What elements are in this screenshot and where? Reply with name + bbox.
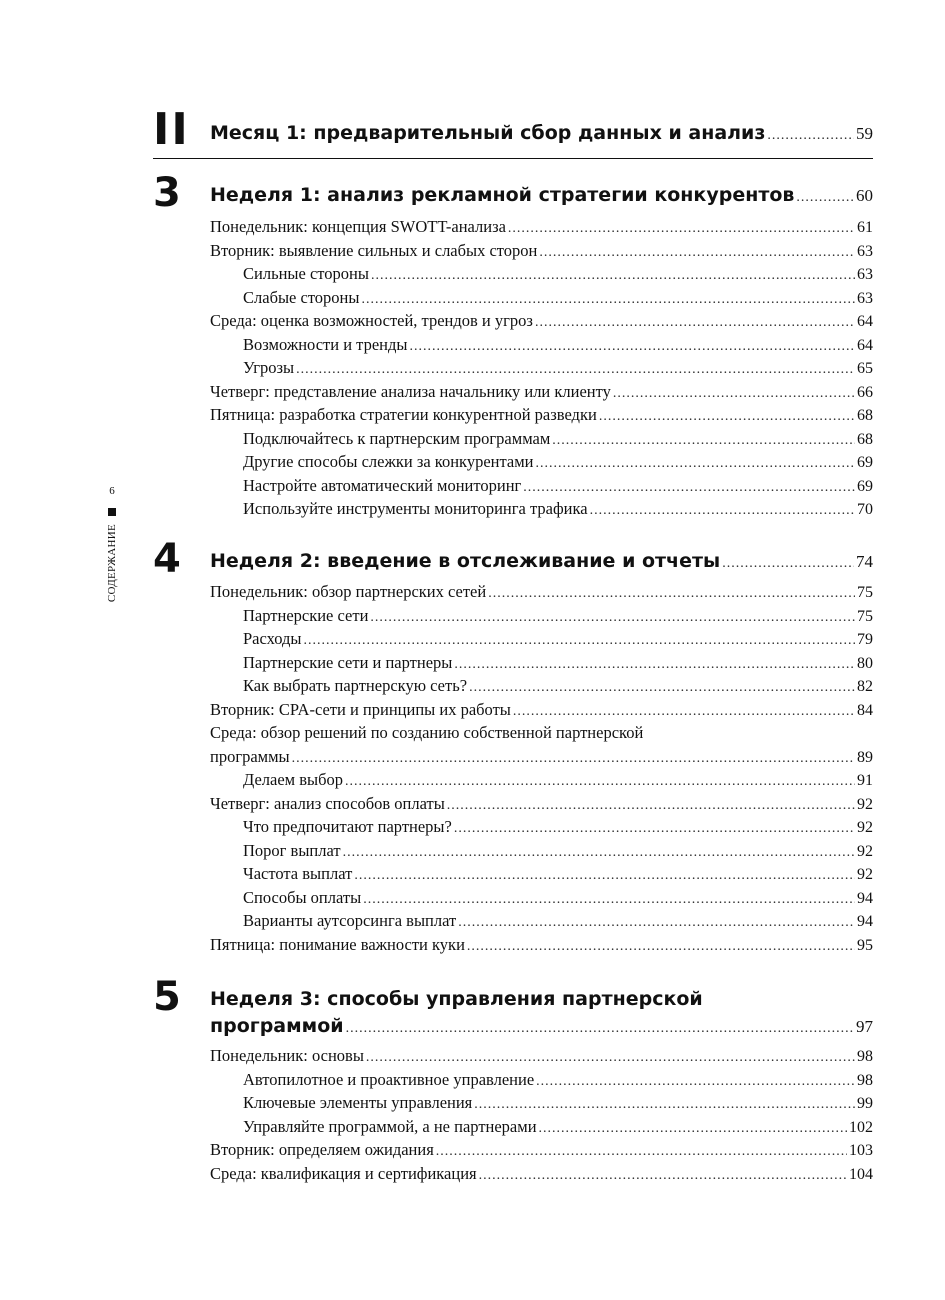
chapter-title-line-2[interactable] (210, 1015, 873, 1043)
toc-entry-continued[interactable] (210, 723, 873, 747)
leader-dots (508, 221, 855, 237)
toc-subentry[interactable] (243, 770, 873, 794)
entry-text: Управляйте программой, а не партнерами (243, 1116, 537, 1136)
square-marker-icon (108, 508, 116, 516)
toc-subentry[interactable] (243, 335, 873, 359)
toc-subentry[interactable] (243, 1070, 873, 1094)
toc-subentry[interactable] (243, 676, 873, 700)
entry-text: Возможности и тренды (243, 334, 408, 354)
entry-page: 82 (857, 678, 873, 695)
toc-subentry[interactable] (243, 911, 873, 935)
leader-dots (536, 1074, 855, 1090)
leader-dots (535, 315, 855, 331)
toc-entry[interactable] (210, 582, 873, 606)
leader-dots (599, 409, 855, 425)
toc-entry[interactable] (210, 217, 873, 241)
entry-page: 68 (857, 407, 873, 424)
entry-text: Автопилотное и проактивное управление (243, 1069, 535, 1089)
leader-dots (513, 704, 855, 720)
entry-page: 92 (857, 842, 873, 860)
leader-dots (346, 1021, 854, 1037)
chapter-page: 97 (856, 1017, 873, 1036)
leader-dots (552, 433, 855, 449)
entry-page: 69 (857, 454, 873, 471)
leader-dots (296, 362, 855, 378)
entry-page: 89 (857, 748, 873, 766)
chapter-number: 3 (153, 170, 181, 216)
leader-dots (458, 915, 855, 931)
entry-text: Угрозы (243, 358, 295, 377)
entry-page: 94 (857, 913, 873, 930)
entry-page: 103 (849, 1142, 873, 1159)
toc-subentry[interactable] (243, 864, 873, 888)
entry-page: 66 (857, 383, 873, 401)
entry-text: Частота выплат (243, 864, 353, 883)
entry-text: Среда: обзор решений по созданию собственной партнерской (210, 723, 644, 742)
leader-dots (292, 751, 855, 767)
leader-dots (366, 1050, 855, 1066)
leader-dots (354, 868, 855, 884)
part-number: II (153, 104, 190, 155)
entry-text: Пятница: разработка стратегии конкурентной разведки (210, 405, 597, 424)
entry-page: 98 (857, 1071, 873, 1089)
entry-page: 92 (857, 819, 873, 836)
entry-page: 79 (857, 631, 873, 648)
chapter-title: Неделя 2: введение в отслеживание и отчеты (210, 550, 721, 572)
leader-dots (436, 1144, 847, 1160)
chapter-title-line[interactable] (210, 184, 873, 212)
toc-entry[interactable] (210, 1046, 873, 1070)
toc-subentry[interactable] (243, 358, 873, 382)
entry-page: 65 (857, 360, 873, 377)
leader-dots (345, 774, 855, 790)
leader-dots (454, 657, 855, 673)
part-page: 59 (856, 124, 873, 143)
entry-page: 102 (849, 1118, 873, 1136)
entry-page: 75 (857, 607, 873, 625)
toc-subentry[interactable] (243, 653, 873, 677)
entry-text: Вторник: определяем ожидания (210, 1140, 434, 1159)
chapter-title-line[interactable] (210, 550, 873, 578)
chapter-page: 74 (856, 552, 873, 571)
leader-dots (409, 339, 855, 355)
entry-page: 98 (857, 1048, 873, 1065)
entry-text: Понедельник: обзор партнерских сетей (210, 582, 487, 601)
leader-dots (523, 480, 855, 496)
leader-dots (371, 268, 855, 284)
entry-text: Расходы (243, 629, 302, 648)
toc-subentry[interactable] (243, 606, 873, 630)
entry-page: 70 (857, 501, 873, 518)
entry-text: Используйте инструменты мониторинга трафика (243, 499, 588, 518)
entry-page: 69 (857, 477, 873, 495)
toc-subentry[interactable] (243, 629, 873, 653)
toc-entry[interactable] (210, 747, 873, 771)
leader-dots (796, 190, 854, 206)
toc-subentry[interactable] (243, 841, 873, 865)
entry-page: 95 (857, 936, 873, 954)
leader-dots (590, 503, 855, 519)
part-title: Месяц 1: предварительный сбор данных и анализ (210, 122, 766, 144)
chapter-title: Неделя 1: анализ рекламной стратегии конкурентов (210, 184, 795, 206)
entry-text: Понедельник: основы (210, 1046, 364, 1065)
entry-text: Четверг: анализ способов оплаты (210, 793, 445, 813)
running-head-text: СОДЕРЖАНИЕ (106, 524, 118, 603)
entry-page: 68 (857, 430, 873, 448)
entry-text: Делаем выбор (243, 770, 343, 789)
entry-page: 104 (849, 1165, 873, 1183)
entry-text: Сильные стороны (243, 264, 369, 283)
page-number: 6 (109, 485, 115, 497)
toc-entry[interactable] (210, 1140, 873, 1164)
entry-text: Партнерские сети (243, 605, 369, 625)
entry-page: 91 (857, 772, 873, 789)
chapter-number: 4 (153, 536, 181, 582)
toc-entry[interactable] (210, 382, 873, 406)
leader-dots (539, 245, 855, 261)
entry-page: 61 (857, 219, 873, 236)
toc-entry[interactable] (210, 700, 873, 724)
leader-dots (361, 292, 855, 308)
leader-dots (469, 680, 855, 696)
entry-page: 63 (857, 289, 873, 307)
entry-page: 80 (857, 654, 873, 672)
leader-dots (536, 456, 856, 472)
entry-text: Вторник: выявление сильных и слабых сторон (210, 240, 538, 260)
chapter-title-line-1[interactable] (210, 988, 873, 1016)
entry-text: программы (210, 746, 290, 766)
toc-subentry[interactable] (243, 499, 873, 523)
running-head (103, 484, 121, 602)
entry-text: Среда: оценка возможностей, трендов и угроз (210, 311, 533, 330)
toc-entry[interactable] (210, 935, 873, 959)
toc-subentry[interactable] (243, 817, 873, 841)
entry-text: Варианты аутсорсинга выплат (243, 911, 457, 930)
chapter-title-continued: программой (210, 1015, 344, 1037)
entry-text: Партнерские сети и партнеры (243, 652, 453, 672)
toc-subentry[interactable] (243, 288, 873, 312)
entry-text: Как выбрать партнерскую сеть? (243, 676, 468, 695)
entry-page: 64 (857, 336, 873, 354)
chapter-number: 5 (153, 974, 181, 1020)
entry-text: Четверг: представление анализа начальнику или клиенту (210, 381, 611, 401)
entry-text: Ключевые элементы управления (243, 1093, 473, 1112)
entry-page: 64 (857, 313, 873, 330)
entry-text: Среда: квалификация и сертификация (210, 1163, 477, 1183)
toc-subentry[interactable] (243, 452, 873, 476)
entry-page: 99 (857, 1095, 873, 1112)
toc-entry[interactable] (210, 794, 873, 818)
toc-subentry[interactable] (243, 1093, 873, 1117)
leader-dots (363, 892, 855, 908)
leader-dots (539, 1121, 847, 1137)
leader-dots (343, 845, 855, 861)
chapter-title: Неделя 3: способы управления партнерской (210, 988, 703, 1010)
entry-text: Слабые стороны (243, 287, 360, 307)
toc-subentry[interactable] (243, 476, 873, 500)
entry-text: Другие способы слежки за конкурентами (243, 452, 534, 471)
toc-entry[interactable] (210, 1164, 873, 1188)
entry-page: 63 (857, 242, 873, 260)
leader-dots (447, 798, 855, 814)
entry-text: Способы оплаты (243, 887, 362, 907)
toc-entry[interactable] (210, 241, 873, 265)
leader-dots (488, 586, 855, 602)
part-heading (153, 104, 873, 159)
entry-text: Что предпочитают партнеры? (243, 817, 452, 836)
toc-subentry[interactable] (243, 429, 873, 453)
entry-page: 92 (857, 866, 873, 883)
entry-page: 75 (857, 584, 873, 601)
entry-text: Понедельник: концепция SWOTT-анализа (210, 217, 506, 236)
entry-text: Вторник: CPA-сети и принципы их работы (210, 699, 511, 719)
leader-dots (467, 939, 855, 955)
part-title-line[interactable] (210, 122, 873, 150)
toc-subentry[interactable] (243, 264, 873, 288)
leader-dots (454, 821, 855, 837)
entry-text: Порог выплат (243, 840, 341, 860)
toc-entry[interactable] (210, 405, 873, 429)
entry-page: 63 (857, 266, 873, 283)
leader-dots (303, 633, 855, 649)
entry-page: 94 (857, 889, 873, 907)
leader-dots (479, 1168, 847, 1184)
entry-text: Настройте автоматический мониторинг (243, 475, 522, 495)
entry-page: 92 (857, 795, 873, 813)
leader-dots (474, 1097, 855, 1113)
toc-subentry[interactable] (243, 888, 873, 912)
toc-entry[interactable] (210, 311, 873, 335)
leader-dots (767, 128, 854, 144)
entry-page: 84 (857, 701, 873, 719)
leader-dots (370, 610, 855, 626)
leader-dots (613, 386, 855, 402)
entry-text: Подключайтесь к партнерским программам (243, 428, 551, 448)
entry-text: Пятница: понимание важности куки (210, 934, 465, 954)
chapter-page: 60 (856, 186, 873, 205)
leader-dots (722, 556, 854, 572)
toc-subentry[interactable] (243, 1117, 873, 1141)
